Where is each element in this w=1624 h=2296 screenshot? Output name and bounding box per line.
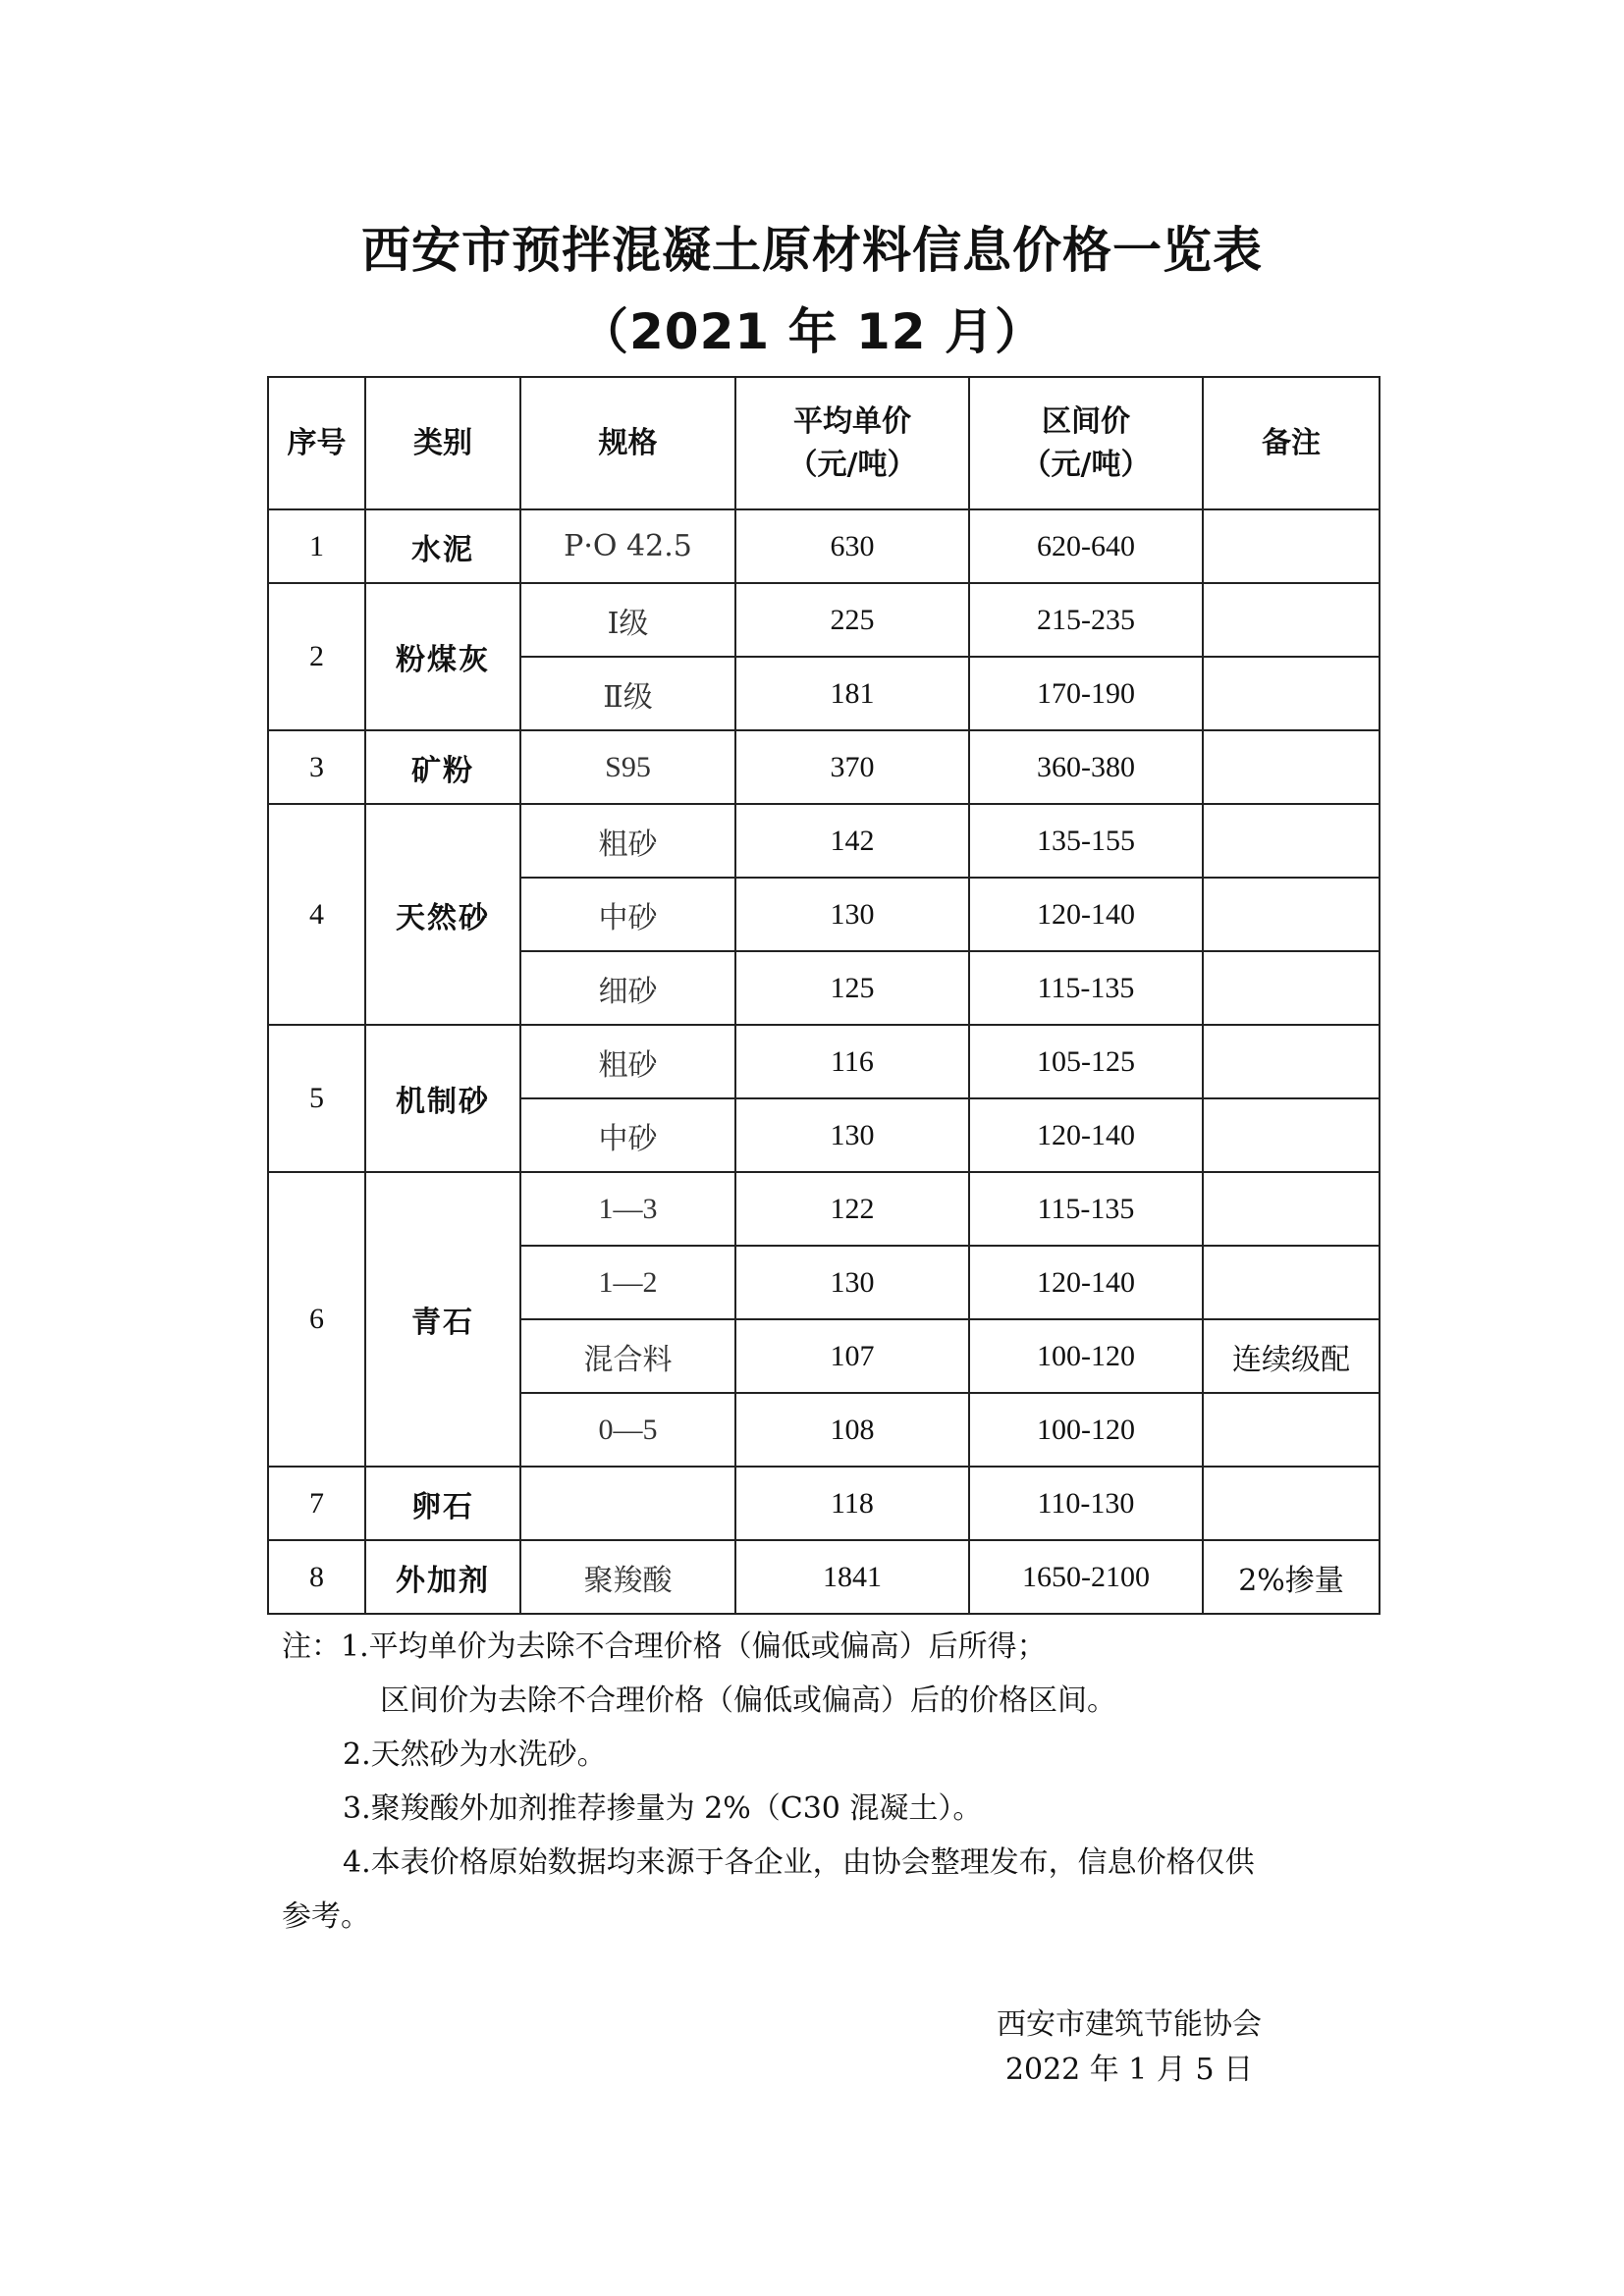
cell-spec: 粗砂 xyxy=(520,1025,735,1098)
cell-range-price: 170-190 xyxy=(969,657,1203,730)
cell-remark xyxy=(1203,1393,1380,1467)
document-subtitle: （2021 年 12 月） xyxy=(579,303,1045,360)
cell-avg-price: 181 xyxy=(735,657,969,730)
price-table xyxy=(267,376,1380,1615)
table-row xyxy=(268,1540,1380,1614)
cell-spec: Ⅱ级 xyxy=(520,657,735,730)
cell-category: 机制砂 xyxy=(365,1025,520,1172)
cell-avg-price: 142 xyxy=(735,804,969,878)
header-avg-line2: （元/吨） xyxy=(787,447,917,482)
cell-avg-price: 108 xyxy=(735,1393,969,1467)
header-avg-price xyxy=(735,377,969,509)
cell-avg-price: 107 xyxy=(735,1319,969,1393)
cell-remark xyxy=(1203,804,1380,878)
cell-index: 5 xyxy=(268,1025,365,1172)
cell-avg-price: 130 xyxy=(735,1246,969,1319)
cell-avg-price: 1841 xyxy=(735,1540,969,1614)
cell-spec: S95 xyxy=(520,730,735,804)
cell-range-price: 120-140 xyxy=(969,1098,1203,1172)
cell-avg-price: 225 xyxy=(735,583,969,657)
cell-remark: 2%掺量 xyxy=(1203,1540,1380,1614)
cell-range-price: 105-125 xyxy=(969,1025,1203,1098)
header-range-line1: 区间价 xyxy=(1042,403,1130,439)
cell-avg-price: 370 xyxy=(735,730,969,804)
cell-category: 矿粉 xyxy=(365,730,520,804)
cell-avg-price: 116 xyxy=(735,1025,969,1098)
cell-spec: Ⅰ级 xyxy=(520,583,735,657)
cell-category: 外加剂 xyxy=(365,1540,520,1614)
cell-spec: 粗砂 xyxy=(520,804,735,878)
cell-spec: 1—3 xyxy=(520,1172,735,1246)
cell-avg-price: 118 xyxy=(735,1467,969,1540)
cell-remark xyxy=(1203,657,1380,730)
table-row xyxy=(268,804,1380,878)
cell-category: 卵石 xyxy=(365,1467,520,1540)
cell-avg-price: 130 xyxy=(735,1098,969,1172)
document-title: 西安市预拌混凝土原材料信息价格一览表 xyxy=(361,222,1263,279)
note-3: 3.聚羧酸外加剂推荐掺量为 2%（C30 混凝土）。 xyxy=(343,1791,983,1826)
cell-spec: 1—2 xyxy=(520,1246,735,1319)
cell-spec: 聚羧酸 xyxy=(520,1540,735,1614)
note-1: 注：1.平均单价为去除不合理价格（偏低或偏高）后所得； xyxy=(282,1629,1047,1664)
cell-category: 青石 xyxy=(365,1172,520,1467)
cell-range-price: 115-135 xyxy=(969,951,1203,1025)
cell-spec: P·O 42.5 xyxy=(520,509,735,583)
cell-remark xyxy=(1203,509,1380,583)
cell-spec: 中砂 xyxy=(520,878,735,951)
cell-spec xyxy=(520,1467,735,1540)
cell-index: 2 xyxy=(268,583,365,730)
header-category: 类别 xyxy=(365,377,520,509)
cell-remark xyxy=(1203,583,1380,657)
cell-index: 1 xyxy=(268,509,365,583)
note-2: 2.天然砂为水洗砂。 xyxy=(343,1737,607,1772)
cell-remark xyxy=(1203,1246,1380,1319)
note-1-continued: 区间价为去除不合理价格（偏低或偏高）后的价格区间。 xyxy=(380,1683,1116,1718)
cell-index: 3 xyxy=(268,730,365,804)
cell-remark xyxy=(1203,878,1380,951)
cell-range-price: 1650-2100 xyxy=(969,1540,1203,1614)
cell-category: 天然砂 xyxy=(365,804,520,1025)
cell-spec: 细砂 xyxy=(520,951,735,1025)
cell-range-price: 100-120 xyxy=(969,1319,1203,1393)
cell-remark xyxy=(1203,1172,1380,1246)
cell-range-price: 135-155 xyxy=(969,804,1203,878)
header-range-price xyxy=(969,377,1203,509)
cell-range-price: 120-140 xyxy=(969,1246,1203,1319)
signature-block xyxy=(972,2002,1286,2093)
cell-spec: 0—5 xyxy=(520,1393,735,1467)
table-row xyxy=(268,1172,1380,1246)
cell-index: 4 xyxy=(268,804,365,1025)
cell-remark xyxy=(1203,1098,1380,1172)
cell-avg-price: 130 xyxy=(735,878,969,951)
table-row xyxy=(268,509,1380,583)
table-row xyxy=(268,1025,1380,1098)
cell-range-price: 120-140 xyxy=(969,878,1203,951)
cell-range-price: 110-130 xyxy=(969,1467,1203,1540)
table-row xyxy=(268,583,1380,657)
cell-index: 6 xyxy=(268,1172,365,1467)
table-row xyxy=(268,1467,1380,1540)
cell-remark xyxy=(1203,730,1380,804)
cell-range-price: 620-640 xyxy=(969,509,1203,583)
cell-range-price: 100-120 xyxy=(969,1393,1203,1467)
cell-remark xyxy=(1203,1467,1380,1540)
cell-avg-price: 122 xyxy=(735,1172,969,1246)
cell-avg-price: 125 xyxy=(735,951,969,1025)
cell-range-price: 360-380 xyxy=(969,730,1203,804)
cell-index: 7 xyxy=(268,1467,365,1540)
cell-spec: 中砂 xyxy=(520,1098,735,1172)
cell-index: 8 xyxy=(268,1540,365,1614)
header-remark: 备注 xyxy=(1203,377,1380,509)
note-4-continued: 参考。 xyxy=(282,1899,370,1934)
header-index: 序号 xyxy=(268,377,365,509)
table-header-row xyxy=(268,377,1380,509)
notes-section xyxy=(282,1620,1377,1944)
cell-spec: 混合料 xyxy=(520,1319,735,1393)
issue-date: 2022 年 1 月 5 日 xyxy=(1004,2053,1254,2087)
cell-category: 水泥 xyxy=(365,509,520,583)
note-4: 4.本表价格原始数据均来源于各企业，由协会整理发布，信息价格仅供 xyxy=(343,1845,1255,1880)
cell-remark xyxy=(1203,1025,1380,1098)
cell-avg-price: 630 xyxy=(735,509,969,583)
table-row xyxy=(268,730,1380,804)
cell-remark xyxy=(1203,951,1380,1025)
header-range-line2: （元/吨） xyxy=(1021,447,1151,482)
cell-category: 粉煤灰 xyxy=(365,583,520,730)
issuing-organization: 西安市建筑节能协会 xyxy=(997,2007,1262,2042)
cell-remark: 连续级配 xyxy=(1203,1319,1380,1393)
header-avg-line1: 平均单价 xyxy=(793,403,911,439)
cell-range-price: 115-135 xyxy=(969,1172,1203,1246)
header-spec: 规格 xyxy=(520,377,735,509)
cell-range-price: 215-235 xyxy=(969,583,1203,657)
